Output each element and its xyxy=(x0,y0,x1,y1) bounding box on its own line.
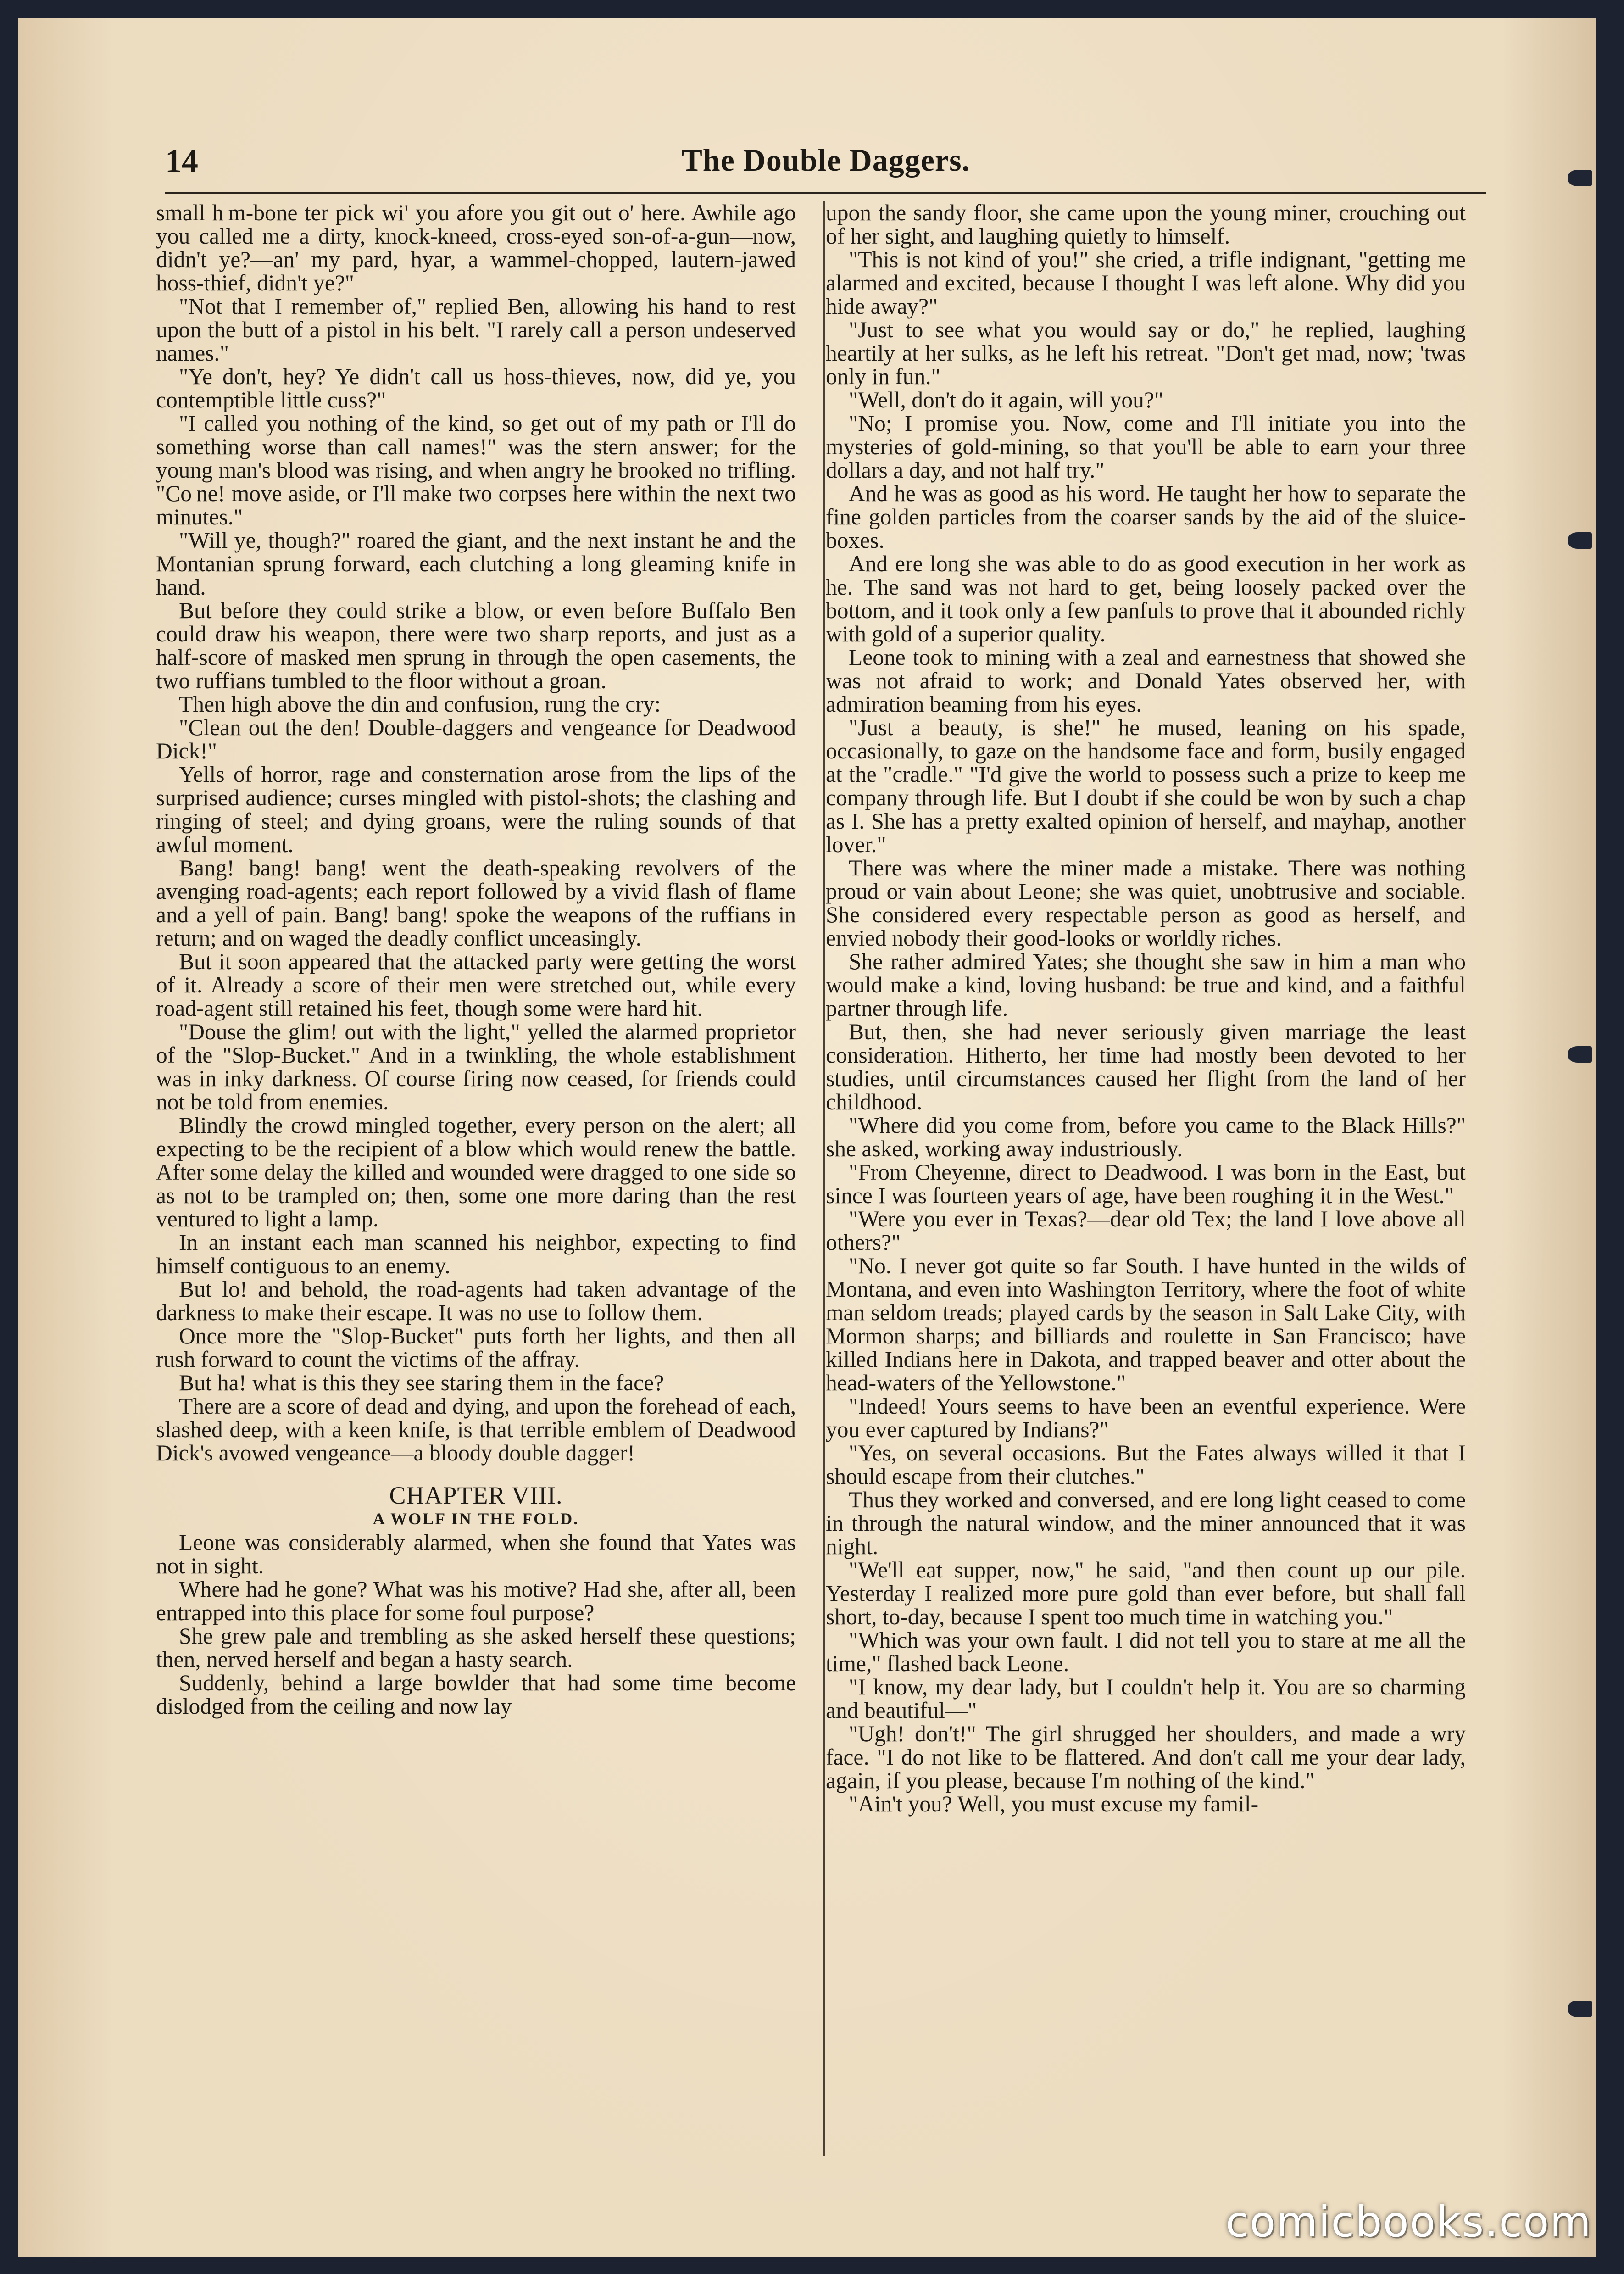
paragraph: upon the sandy floor, she came upon the young miner, crouching out of her sight, and laughing quietly to himself. xyxy=(826,201,1466,249)
paragraph: Once more the "Slop-Bucket" puts forth her lights, and then all rush forward to count the victims of the affray. xyxy=(156,1323,796,1372)
paragraph: "This is not kind of you!" she cried, a trifle indignant, "getting me alarmed and excited, because I thought I was left alone. Why did you hide away?" xyxy=(826,247,1466,319)
paragraph: And ere long she was able to do as good execution in her work as he. The sand was not hard to get, being loosely packed over the bottom, and it took only a few panfuls to prove that it abounded richly with gold of a superior quality. xyxy=(826,551,1466,647)
left-column xyxy=(156,201,796,2156)
paragraph: Thus they worked and conversed, and ere long light ceased to come in through the natural window, and the miner announced that it was night. xyxy=(826,1487,1466,1559)
binding-hole xyxy=(1568,2001,1592,2017)
paragraph: "Well, don't do it again, will you?" xyxy=(849,387,1163,412)
paragraph: But ha! what is this they see staring them in the face? xyxy=(179,1370,664,1395)
column-divider xyxy=(823,201,825,2156)
page-header xyxy=(165,142,1486,184)
running-title: The Double Daggers. xyxy=(681,143,970,178)
paragraph: "Where did you come from, before you came to the Black Hills?" she asked, working away industriously. xyxy=(826,1113,1466,1161)
paragraph: "No. I never got quite so far South. I have hunted in the wilds of Montana, and even into Washington Territory, where the foot of white man seldom treads; played cards by the season in Salt Lake City, with Mormon sharps; and billiards and roulette in San Francisco; have killed Indians here in Dakota, and trapped beaver and otter about the head-waters of the Yellowstone." xyxy=(826,1253,1466,1395)
paragraph: There was where the miner made a mistake. There was nothing proud or vain about Leone; she was quiet, unobtrusive and sociable. She considered every respectable person as good as herself, and envied nobody their good-looks or worldly riches. xyxy=(826,855,1466,951)
paragraph: "Will ye, though?" roared the giant, and the next instant he and the Montanian sprung forward, each clutching a long gleaming knife in hand. xyxy=(156,528,796,600)
right-column xyxy=(826,201,1466,2156)
paragraph: "I know, my dear lady, but I couldn't help it. You are so charming and beautiful—" xyxy=(826,1674,1466,1723)
paragraph: She grew pale and trembling as she asked herself these questions; then, nerved herself and began a hasty search. xyxy=(156,1623,796,1672)
paragraph: Leone was considerably alarmed, when she found that Yates was not in sight. xyxy=(156,1530,796,1578)
paragraph: Bang! bang! bang! went the death-speaking revolvers of the avenging road-agents; each report followed by a vivid flash of flame and a yell of pain. Bang! bang! spoke the weapons of the ruffians in return; and on waged the deadly conflict unceasingly. xyxy=(156,855,796,951)
paragraph: In an instant each man scanned his neighbor, expecting to find himself contiguous to an enemy. xyxy=(156,1230,796,1278)
paragraph: "Were you ever in Texas?—dear old Tex; the land I love above all others?" xyxy=(826,1206,1466,1255)
paragraph: Blindly the crowd mingled together, every person on the alert; all expecting to be the recipient of a blow which would renew the battle. After some delay the killed and wounded were dragged to one side so as not to be trampled on; then, some one more daring than the rest ventured to light a lamp. xyxy=(156,1113,796,1232)
paragraph: But lo! and behold, the road-agents had taken advantage of the darkness to make their escape. It was no use to follow them. xyxy=(156,1276,796,1325)
site-watermark: comicbooks.com xyxy=(1225,2197,1592,2246)
paragraph: "Ain't you? Well, you must excuse my famil- xyxy=(849,1791,1259,1817)
paragraph: She rather admired Yates; she thought she saw in him a man who would make a kind, loving husband: be true and kind, and a faithful partner through life. xyxy=(826,949,1466,1021)
paragraph: "No; I promise you. Now, come and I'll initiate you into the mysteries of gold-mining, so that you'll be able to earn your three dollars a day, and not half try." xyxy=(826,411,1466,483)
paragraph: small h m-bone ter pick wi' you afore you git out o' here. Awhile ago you called me a dirty, knock-kneed, cross-eyed son-of-a-gun—now, didn't ye?—an' my pard, hyar, a wammel-chopped, lautern-jawed hoss-thief, didn't ye?" xyxy=(156,201,796,295)
paragraph: "I called you nothing of the kind, so get out of my path or I'll do something worse than call names!" was the stern answer; for the young man's blood was rising, and when angry he brooked no trifling. "Co ne! move aside, or I'll make two corpses here within the next two minutes." xyxy=(156,411,796,529)
paragraph: "Clean out the den! Double-daggers and vengeance for Deadwood Dick!" xyxy=(156,715,796,764)
paragraph: But it soon appeared that the attacked party were getting the worst of it. Already a score of their men were stretched out, while every road-agent still retained his feet, though some were hard hit. xyxy=(156,949,796,1021)
chapter-heading: CHAPTER VIII. xyxy=(389,1482,563,1509)
paragraph: And he was as good as his word. He taught her how to separate the fine golden particles from the coarser sands by the aid of the sluice-boxes. xyxy=(826,481,1466,553)
paragraph: "Indeed! Yours seems to have been an eventful experience. Were you ever captured by Indians?" xyxy=(826,1393,1466,1442)
paragraph: "Douse the glim! out with the light," yelled the alarmed proprietor of the "Slop-Bucket." And in a twinkling, the whole establishment was in inky darkness. Of course firing now ceased, for friends could not be told from enemies. xyxy=(156,1019,796,1115)
paragraph: Then high above the din and confusion, rung the cry: xyxy=(179,691,661,717)
paragraph: "Yes, on several occasions. But the Fates always willed it that I should escape from their clutches." xyxy=(826,1440,1466,1489)
paragraph: "Just a beauty, is she!" he mused, leaning on his spade, occasionally, to gaze on the handsome face and form, busily engaged at the "cradle." "I'd give the world to possess such a prize to keep me company through life. But I doubt if she could be won by such a chap as I. She has a pretty exalted opinion of herself, and mayhap, another lover." xyxy=(826,715,1466,857)
paragraph: Leone took to mining with a zeal and earnestness that showed she was not afraid to work; and Donald Yates observed her, with admiration beaming from his eyes. xyxy=(826,645,1466,717)
binding-hole xyxy=(1568,532,1592,549)
paragraph: But, then, she had never seriously given marriage the least consideration. Hitherto, her time had mostly been devoted to her studies, until circumstances caused her flight from the land of her childhood. xyxy=(826,1019,1466,1115)
scanned-page xyxy=(18,18,1596,2257)
header-rule xyxy=(165,192,1486,194)
page-number: 14 xyxy=(165,143,198,179)
binding-hole xyxy=(1568,1046,1592,1063)
paragraph: "We'll eat supper, now," he said, "and then count up our pile. Yesterday I realized more pure gold than ever before, but shall fall short, to-day, because I spent too much time in watching you." xyxy=(826,1557,1466,1629)
paragraph: Suddenly, behind a large bowlder that had some time become dislodged from the ceiling and now lay xyxy=(156,1670,796,1719)
paragraph: Where had he gone? What was his motive? Had she, after all, been entrapped into this place for some foul purpose? xyxy=(156,1577,796,1625)
paragraph: "Ye don't, hey? Ye didn't call us hoss-thieves, now, did ye, you contemptible little cuss?" xyxy=(156,364,796,412)
paragraph: There are a score of dead and dying, and upon the forehead of each, slashed deep, with a keen knife, is that terrible emblem of Deadwood Dick's avowed vengeance—a bloody double dagger! xyxy=(156,1393,796,1466)
paragraph: "Ugh! don't!" The girl shrugged her shoulders, and made a wry face. "I do not like to be flattered. And don't call me your dear lady, again, if you please, because I'm nothing of the kind." xyxy=(826,1721,1466,1793)
binding-hole xyxy=(1568,170,1592,186)
paragraph: "From Cheyenne, direct to Deadwood. I was born in the East, but since I was fourteen years of age, have been roughing it in the West." xyxy=(826,1159,1466,1208)
paragraph: Yells of horror, rage and consternation arose from the lips of the surprised audience; curses mingled with pistol-shots; the clashing and ringing of steel; and dying groans, were the ruling sounds of that awful moment. xyxy=(156,762,796,857)
paragraph: "Not that I remember of," replied Ben, allowing his hand to rest upon the butt of a pistol in his belt. "I rarely call a person undeserved names." xyxy=(156,294,796,366)
chapter-subtitle: A WOLF IN THE FOLD. xyxy=(373,1510,579,1528)
paragraph: "Which was your own fault. I did not tell you to stare at me all the time," flashed back Leone. xyxy=(826,1627,1466,1676)
paragraph: "Just to see what you would say or do," he replied, laughing heartily at her sulks, as he left his retreat. "Don't get mad, now; 'twas only in fun." xyxy=(826,317,1466,389)
paragraph: But before they could strike a blow, or even before Buffalo Ben could draw his weapon, there were two sharp reports, and just as a half-score of masked men sprung in through the open casements, the two ruffians tumbled to the floor without a groan. xyxy=(156,598,796,693)
